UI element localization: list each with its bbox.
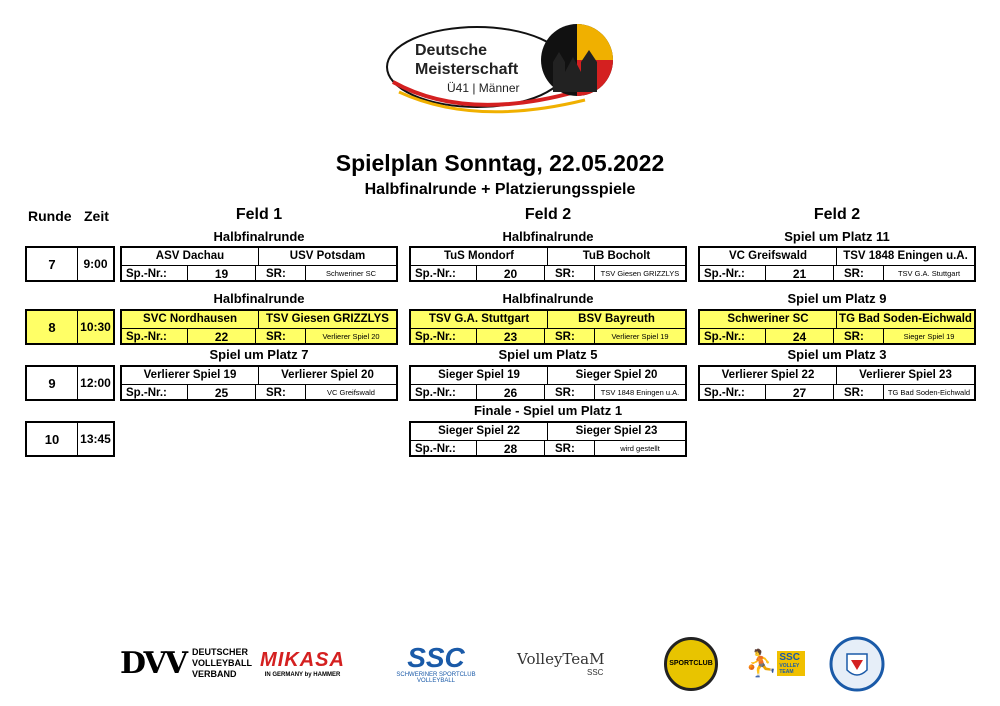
match-box [120,365,398,401]
team-away: TuB Bocholt [582,250,651,262]
referee-label: SR: [545,266,595,282]
match-title: Halbfinalrunde [502,291,594,306]
round-time: 10:30 [80,320,111,334]
volleyball-player-icon: ⛹ [745,648,778,678]
referee: Schweriner SC [325,269,377,278]
round-number: 7 [27,248,78,280]
match-number-label: Sp.-Nr.: [122,266,188,282]
match-number: 28 [477,441,545,457]
referee-label: SR: [834,329,884,345]
match-number: 24 [766,329,834,345]
field1-header: Feld 1 [235,206,283,223]
referee: TG Bad Soden-Eichwald [887,388,971,397]
match-number: 20 [477,266,545,282]
round-number: 9 [27,367,78,399]
team-away: TG Bad Soden-Eichwald [839,313,972,325]
field2a-header: Feld 2 [524,206,572,223]
referee: VC Greifswald [327,388,375,397]
match-title: Spiel um Platz 3 [787,347,887,362]
team-home: Verlierer Spiel 19 [122,367,259,384]
event-logo [385,22,615,117]
match-number: 19 [188,266,256,282]
match-box [409,309,687,345]
mikasa-mark: MIKASA [260,649,345,671]
referee-label: SR: [256,385,306,401]
round-row [25,421,115,457]
match-title: Spiel um Platz 5 [498,347,598,362]
referee: TSV 1848 Eningen u.A. [600,388,680,397]
match-number: 25 [188,385,256,401]
match-box [698,365,976,401]
match-number-label: Sp.-Nr.: [700,385,766,401]
runde-header: Runde [28,208,72,224]
dvv-line2: VOLLEYBALL [192,658,253,668]
match-title: Spiel um Platz 11 [784,229,890,244]
team-home: TSV G.A. Stuttgart [411,311,548,328]
match-number-label: Sp.-Nr.: [411,266,477,282]
sponsor-mikasa [250,636,355,691]
volleyteam-mark: VolleyTeaM [517,650,605,668]
team-home: Verlierer Spiel 22 [700,367,837,384]
referee: wird gestellt [620,444,660,453]
referee-label: SR: [834,385,884,401]
match-box [698,246,976,282]
referee-label: SR: [256,329,306,345]
match-box [698,309,976,345]
match-number: 23 [477,329,545,345]
zeit-header: Zeit [84,208,109,224]
team-away: Sieger Spiel 20 [575,369,658,381]
referee-label: SR: [545,441,595,457]
match-box [120,246,398,282]
match-title: Halbfinalrunde [502,229,594,244]
sponsor-dvv [120,636,253,691]
match-box [409,421,687,457]
match-number: 21 [766,266,834,282]
sponsor-sportclub [660,636,722,691]
match-number-label: Sp.-Nr.: [700,266,766,282]
referee-label: SR: [834,266,884,282]
referee-label: SR: [545,329,595,345]
match-title: Spiel um Platz 7 [209,347,309,362]
page-title: Spielplan Sonntag, 22.05.2022 [335,150,665,176]
match-title: Spiel um Platz 9 [787,291,887,306]
referee: Sieger Spiel 19 [903,332,955,341]
referee: TSV Giesen GRIZZLYS [600,269,680,278]
ssc-tag2: VOLLEYBALL [416,677,456,684]
mikasa-tag: IN GERMANY by HAMMER [264,672,341,678]
match-number: 27 [766,385,834,401]
referee: TSV G.A. Stuttgart [897,269,961,278]
team-away: USV Potsdam [289,250,366,262]
sscteam-tag: VOLLEY TEAM [779,663,800,675]
match-title: Finale - Spiel um Platz 1 [473,403,623,418]
sponsor-ssc [372,636,500,691]
match-title: Halbfinalrunde [213,291,305,306]
sportclub-mark: SPORTCLUB [669,660,713,667]
ssc-tag1: SCHWERINER SPORTCLUB [396,671,476,678]
match-number: 26 [477,385,545,401]
match-title: Halbfinalrunde [213,229,305,244]
round-time: 13:45 [80,432,111,446]
ssc-mark: SSC [407,641,465,673]
match-box [409,365,687,401]
match-number-label: Sp.-Nr.: [411,441,477,457]
sponsor-crest [826,636,888,691]
match-number-label: Sp.-Nr.: [122,329,188,345]
field2b-header: Feld 2 [813,206,861,223]
logo-text-line3: Ü41 | Männer [447,81,520,95]
team-away: Verlierer Spiel 23 [859,369,952,381]
sscteam-mark: SSC [779,652,800,663]
team-home: ASV Dachau [122,248,259,265]
match-number-label: Sp.-Nr.: [122,385,188,401]
match-number: 22 [188,329,256,345]
team-away: BSV Bayreuth [578,313,655,325]
team-home: VC Greifswald [700,248,837,265]
referee: Verlierer Spiel 20 [322,332,380,341]
match-box [409,246,687,282]
team-away: TSV 1848 Eningen u.A. [843,250,968,262]
team-away: TSV Giesen GRIZZLYS [266,313,389,325]
round-time: 9:00 [83,257,108,271]
team-home: Sieger Spiel 22 [411,423,548,440]
match-number-label: Sp.-Nr.: [411,329,477,345]
dvv-mark: DVV [120,646,187,681]
round-row [25,309,115,345]
team-home: TuS Mondorf [411,248,548,265]
referee: Verlierer Spiel 19 [611,332,669,341]
dvv-line1: DEUTSCHER [192,647,249,657]
sportclub-badge-icon [664,637,718,691]
match-number-label: Sp.-Nr.: [411,385,477,401]
dvv-line3: VERBAND [192,669,237,679]
team-home: SVC Nordhausen [122,311,259,328]
club-crest-icon [829,636,885,692]
referee-label: SR: [256,266,306,282]
round-number: 8 [27,311,78,343]
page-subtitle: Halbfinalrunde + Platzierungsspiele [364,181,636,198]
round-number: 10 [27,423,78,455]
round-row [25,365,115,401]
team-away: Sieger Spiel 23 [575,425,658,437]
volleyteam-tag: SSC [587,668,604,677]
team-home: Schweriner SC [700,311,837,328]
logo-text-line1: Deutsche [415,42,488,59]
referee-label: SR: [545,385,595,401]
team-home: Sieger Spiel 19 [411,367,548,384]
team-away: Verlierer Spiel 20 [281,369,374,381]
round-row [25,246,115,282]
sponsor-volleyteam [517,636,642,691]
match-box [120,309,398,345]
match-number-label: Sp.-Nr.: [700,329,766,345]
sponsor-ssc-team [745,636,805,691]
logo-text-line2: Meisterschaft [415,61,519,78]
round-time: 12:00 [80,376,111,390]
